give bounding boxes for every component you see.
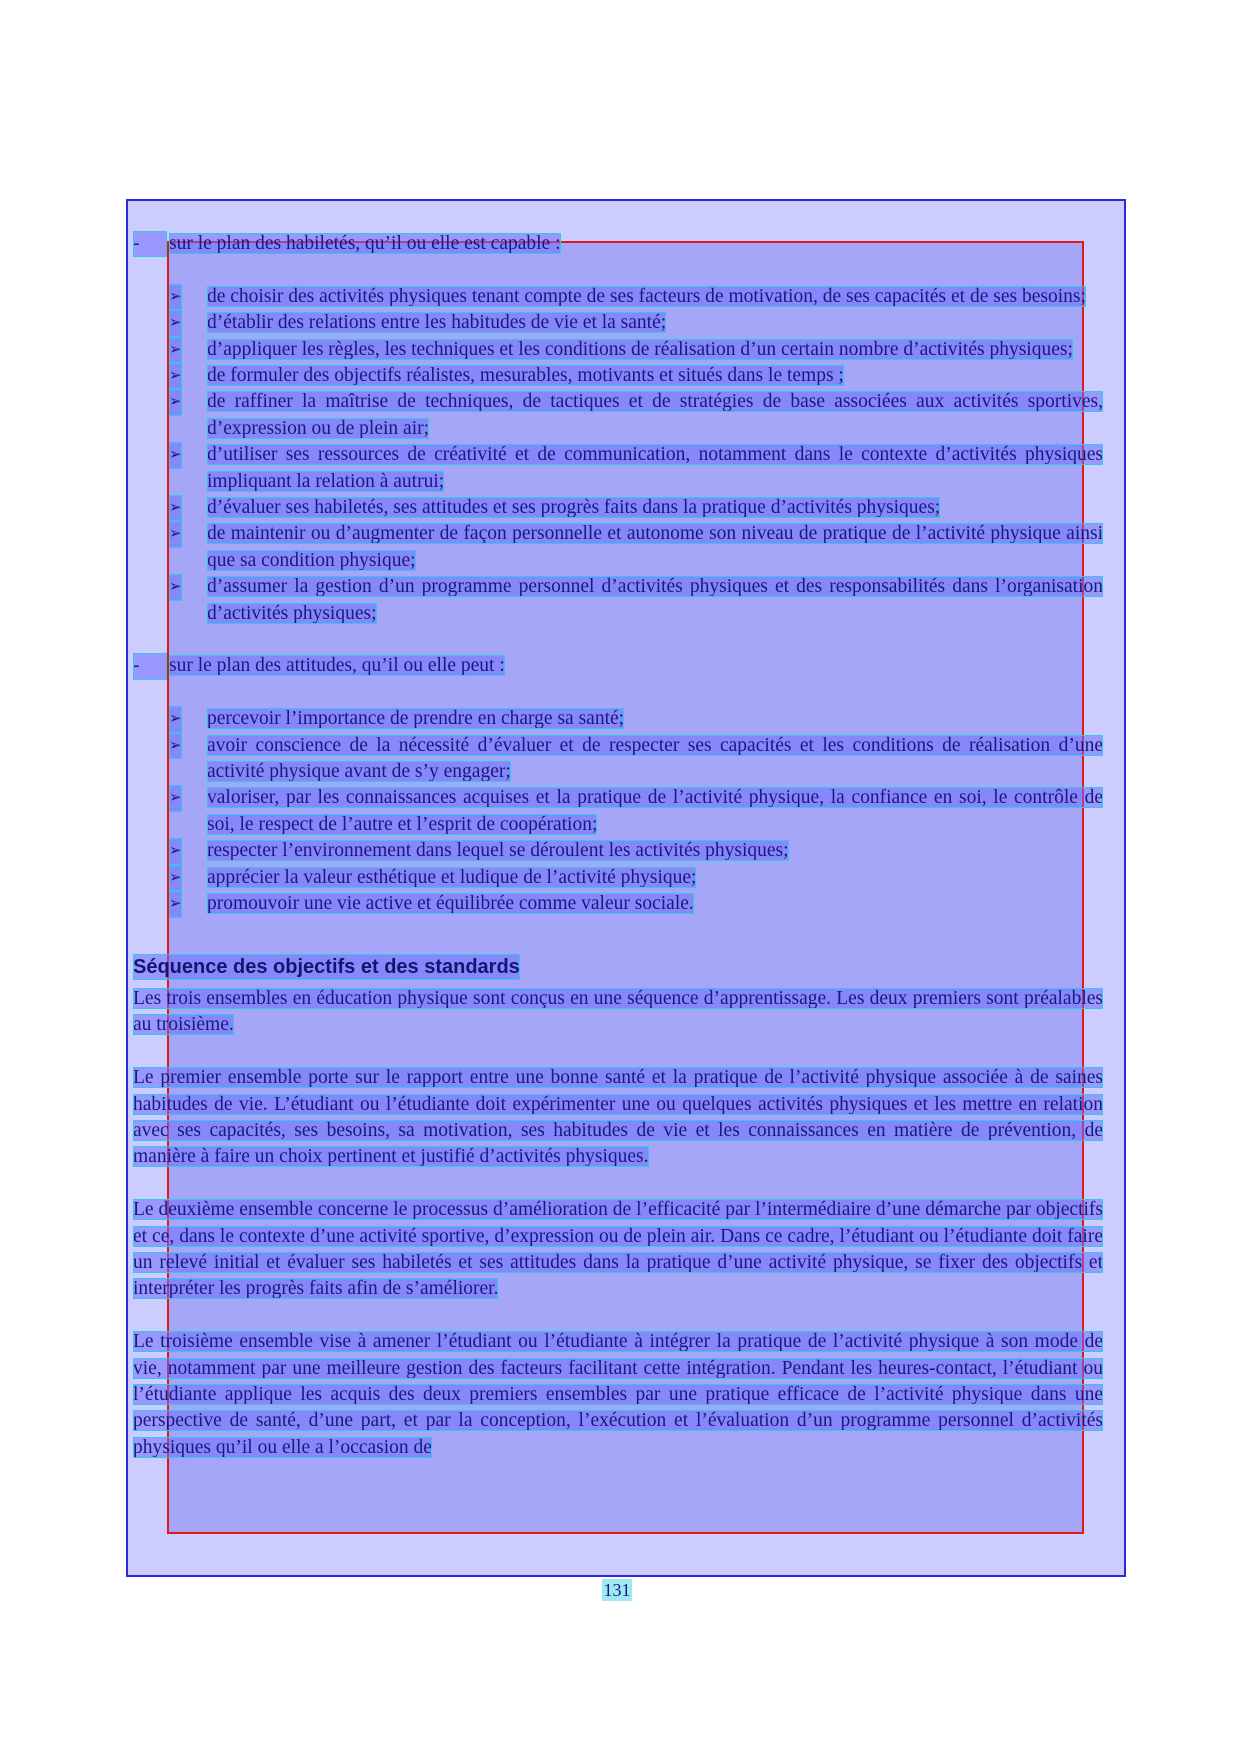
attitudes-list bbox=[133, 706, 1103, 917]
dash-marker: - bbox=[133, 231, 167, 257]
list-item: ➢ respecter l’environnement dans lequel se déroulent les activités physiques; bbox=[133, 838, 1103, 864]
arrow-bullet-icon: ➢ bbox=[169, 284, 182, 310]
list-item: ➢ d’utiliser ses ressources de créativité et de communication, notamment dans le contexte d’activités physiques impliquant la relation à autrui; bbox=[169, 444, 1103, 492]
paragraph: Le troisième ensemble vise à amener l’étudiant ou l’étudiante à intégrer la pratique de l’activité physique à son mode de vie, notamment par une meilleure gestion des facteurs facilitant cette intégration. Pendant les heures-contact, l’étudiant ou l’étudiante applique les acquis des deux premiers ensembles par une pratique efficace de l’activité physique dans une perspective de santé, d’une part, et par la conception, l’exécution et l’évaluation d’un programme personnel d’activités physiques qu’il ou elle a l’occasion de bbox=[133, 1331, 1103, 1458]
skills-intro bbox=[133, 231, 1103, 257]
list-item: ➢ percevoir l’importance de prendre en charge sa santé; bbox=[133, 706, 1103, 732]
page-body bbox=[133, 231, 1103, 1461]
arrow-bullet-icon: ➢ bbox=[169, 865, 182, 891]
list-item: ➢ d’appliquer les règles, les techniques et les conditions de réalisation d’un certain nombre d’activités physiques; bbox=[133, 337, 1103, 363]
list-item: ➢ de raffiner la maîtrise de techniques, de tactiques et de stratégies de base associées aux activités sportives, d’expression ou de plein air; bbox=[169, 391, 1103, 439]
paragraph: Le premier ensemble porte sur le rapport entre une bonne santé et la pratique de l’activité physique associée à de saines habitudes de vie. L’étudiant ou l’étudiante doit expérimenter une ou quelques activités physiques et les mettre en relation avec ses capacités, ses besoins, sa motivation, ses habitudes de vie et les connaissances en matière de prévention, de manière à faire un choix pertinent et justifié d’activités physiques. bbox=[133, 1067, 1103, 1168]
list-item: ➢ apprécier la valeur esthétique et ludique de l’activité physique; bbox=[133, 865, 1103, 891]
page-number: 131 bbox=[603, 1580, 631, 1600]
arrow-bullet-icon: ➢ bbox=[169, 838, 182, 864]
arrow-bullet-icon: ➢ bbox=[169, 495, 182, 521]
paragraph: Les trois ensembles en éducation physique sont conçus en une séquence d’apprentissage. Les deux premiers sont préalables au troisième. bbox=[133, 987, 1103, 1036]
arrow-bullet-icon: ➢ bbox=[169, 574, 182, 600]
arrow-bullet-icon: ➢ bbox=[169, 442, 182, 468]
list-item: ➢ de formuler des objectifs réalistes, mesurables, motivants et situés dans le temps ; bbox=[133, 363, 1103, 389]
arrow-bullet-icon: ➢ bbox=[169, 337, 182, 363]
attitudes-intro-text: sur le plan des attitudes, qu’il ou elle peut : bbox=[169, 655, 505, 677]
arrow-bullet-icon: ➢ bbox=[169, 785, 182, 811]
section-heading: Séquence des objectifs et des standards bbox=[133, 955, 520, 978]
skills-intro-text: sur le plan des habiletés, qu’il ou elle est capable : bbox=[169, 233, 561, 254]
arrow-bullet-icon: ➢ bbox=[169, 389, 182, 415]
arrow-bullet-icon: ➢ bbox=[169, 310, 182, 336]
list-item: ➢ de choisir des activités physiques tenant compte de ses facteurs de motivation, de ses capacités et de ses besoins; bbox=[133, 284, 1103, 310]
arrow-bullet-icon: ➢ bbox=[169, 706, 182, 732]
list-item: ➢ d’établir des relations entre les habitudes de vie et la santé; bbox=[133, 310, 1103, 336]
paragraph: Le deuxième ensemble concerne le processus d’amélioration de l’efficacité par l’intermédiaire d’une démarche par objectifs et ce, dans le contexte d’une activité sportive, d’expression ou de plein air. Dans ce cadre, l’étudiant ou l’étudiante doit faire un relevé initial et évaluer ses habiletés et ses attitudes dans la pratique d’une activité physique, se fixer des objectifs et interpréter les progrès faits afin de s’améliorer. bbox=[133, 1199, 1103, 1300]
arrow-bullet-icon: ➢ bbox=[169, 891, 182, 917]
list-item: ➢ d’évaluer ses habiletés, ses attitudes et ses progrès faits dans la pratique d’activités physiques; bbox=[133, 495, 1103, 521]
arrow-bullet-icon: ➢ bbox=[169, 521, 182, 547]
arrow-bullet-icon: ➢ bbox=[169, 363, 182, 389]
list-item: ➢ avoir conscience de la nécessité d’évaluer et de respecter ses capacités et les conditions de réalisation d’une activité physique avant de s’y engager; bbox=[169, 734, 1103, 783]
list-item: ➢ promouvoir une vie active et équilibrée comme valeur sociale. bbox=[133, 891, 1103, 917]
skills-list bbox=[133, 284, 1103, 627]
list-item: ➢ de maintenir ou d’augmenter de façon personnelle et autonome son niveau de pratique de l’activité physique ainsi que sa condition physique; bbox=[169, 523, 1103, 571]
list-item: ➢ d’assumer la gestion d’un programme personnel d’activités physiques et des responsabilités dans l’organisation d’activités physiques; bbox=[169, 576, 1103, 624]
arrow-bullet-icon: ➢ bbox=[169, 733, 182, 759]
attitudes-intro bbox=[133, 653, 1103, 679]
list-item: ➢ valoriser, par les connaissances acquises et la pratique de l’activité physique, la confiance en soi, le contrôle de soi, le respect de l’autre et l’esprit de coopération; bbox=[169, 787, 1103, 835]
dash-marker: - bbox=[133, 653, 167, 679]
